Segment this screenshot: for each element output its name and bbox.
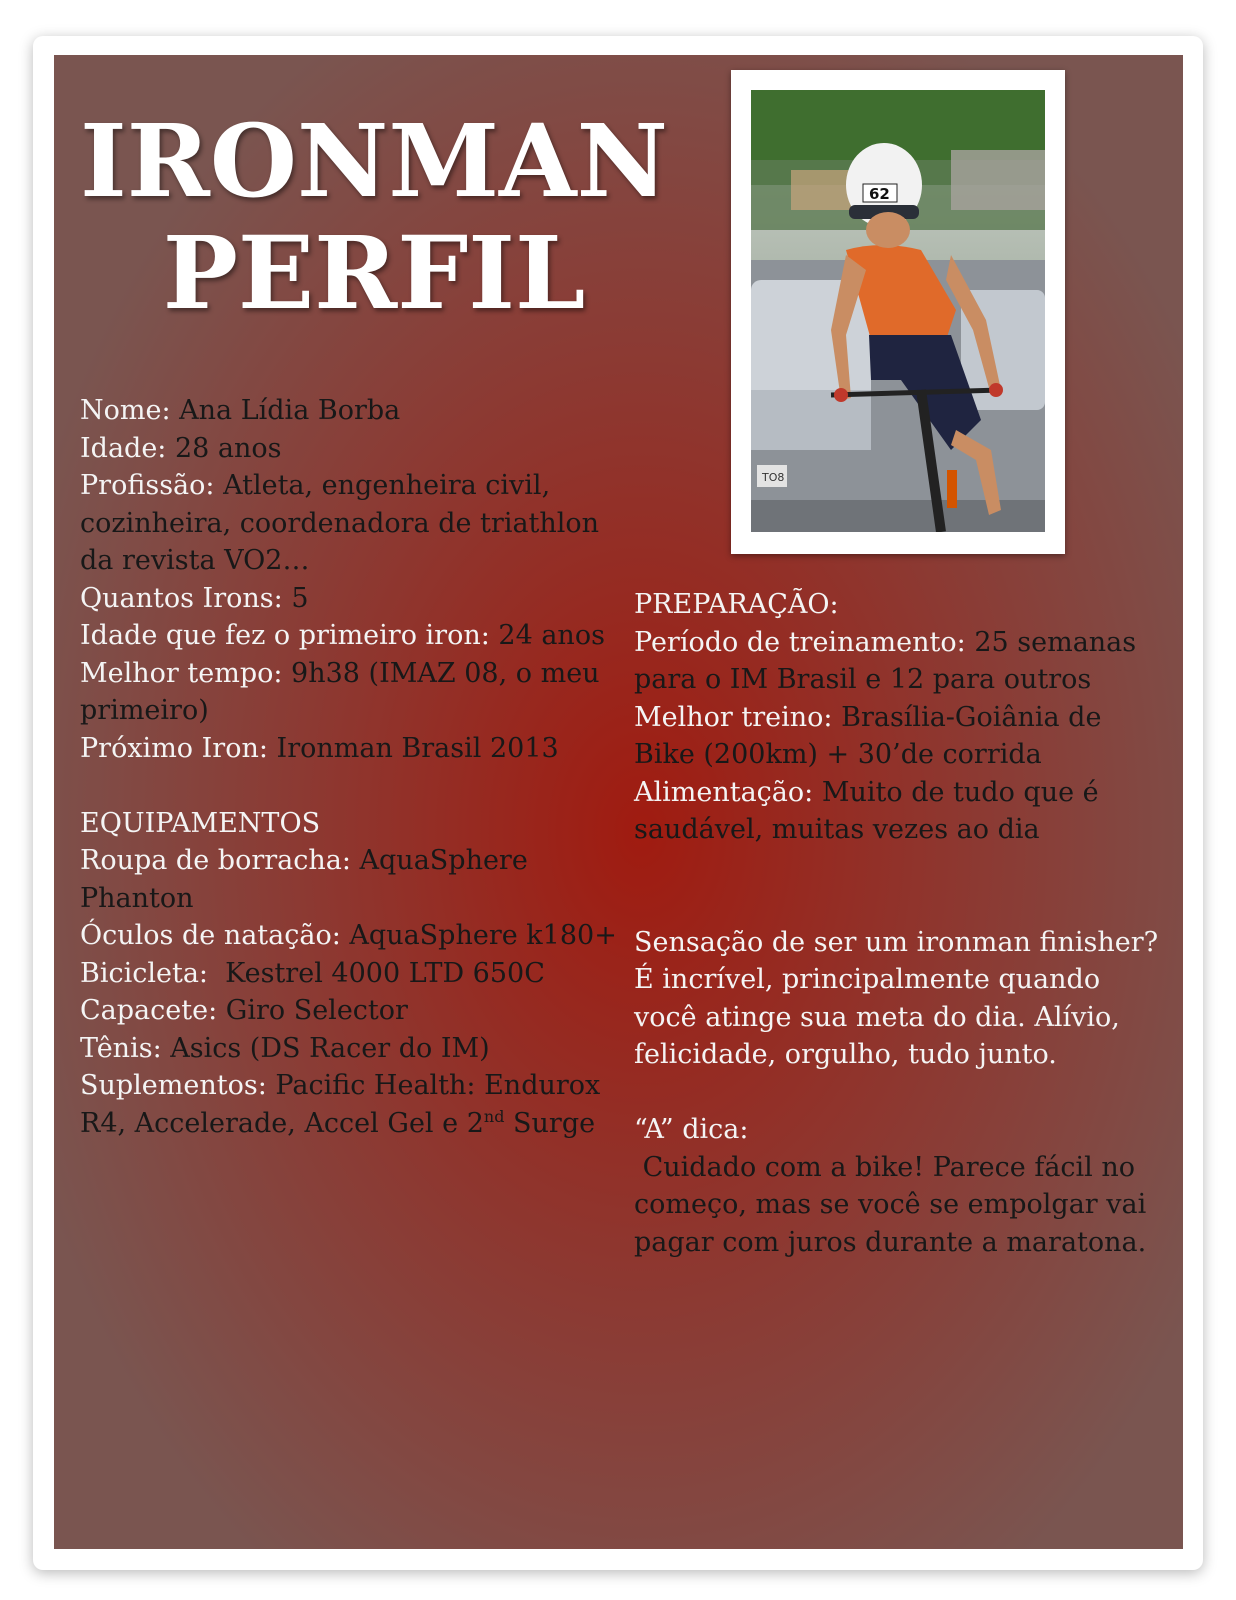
- profile-first-iron-age: Idade que fez o primeiro iron: 24 anos: [80, 620, 605, 651]
- equipment-wetsuit: Roupa de borracha: AquaSphere Phanton: [80, 845, 528, 914]
- preparation-column: [634, 586, 1164, 1261]
- profile-age: Idade: 28 anos: [80, 432, 282, 464]
- tip-text: Cuidado com a bike! Parece fácil no começo, mas se você se empolgar vai pagar com juros durante a maratona.: [634, 1151, 1155, 1258]
- profile-next-iron: Próximo Iron: Ironman Brasil 2013: [80, 732, 559, 764]
- athlete-photo-frame: [731, 70, 1065, 554]
- ordinal-suffix: nd: [483, 1106, 505, 1126]
- equipment-helmet: Capacete: Giro Selector: [80, 995, 408, 1026]
- tip-heading: “A” dica:: [634, 1114, 749, 1145]
- page-title: [54, 102, 694, 332]
- equipment-shoes: Tênis: Asics (DS Racer do IM): [80, 1032, 490, 1064]
- equipment-supplements: Suplementos: Pacific Health: Endurox R4, Accelerade, Accel Gel e 2nd Surge: [80, 1070, 601, 1139]
- equipment-heading: EQUIPAMENTOS: [80, 807, 321, 839]
- spacer: [634, 886, 1164, 924]
- preparation-heading: PREPARAÇÃO:: [634, 589, 839, 620]
- preparation-training-period: Período de treinamento: 25 semanas para o IM Brasil e 12 para outros: [634, 626, 1137, 695]
- equipment-bike: Bicicleta: Kestrel 4000 LTD 650C: [80, 957, 545, 989]
- preparation-nutrition: Alimentação: Muito de tudo que é saudável, muitas vezes ao dia: [634, 776, 1099, 845]
- profile-profession: Profissão: Atleta, engenheira civil, cozinheira, coordenadora de triathlon da revista VO2…: [80, 470, 600, 576]
- title-line-2: PERFIL: [162, 214, 586, 332]
- car-plate-text: TO8: [762, 471, 785, 484]
- athlete-photo: [751, 90, 1045, 532]
- preparation-best-workout: Melhor treino: Brasília-Goiânia de Bike (200km) + 30’de corrida: [634, 701, 1102, 770]
- title-line-1: IRONMAN: [79, 102, 669, 220]
- profile-best-time: Melhor tempo: 9h38 (IMAZ 08, o meu primeiro): [80, 657, 600, 726]
- finisher-answer: É incrível, principalmente quando você atinge sua meta do dia. Alívio, felicidade, orgulho, tudo junto.: [634, 964, 1120, 1070]
- profile-panel: [54, 55, 1183, 1549]
- equipment-goggles: Óculos de natação: AquaSphere k180+: [80, 920, 617, 951]
- profile-name: Nome: Ana Lídia Borba: [80, 395, 401, 426]
- spacer: [80, 767, 620, 805]
- profile-iron-count: Quantos Irons: 5: [80, 582, 309, 614]
- finisher-question: Sensação de ser um ironman finisher?: [634, 926, 1159, 958]
- spacer: [634, 1074, 1164, 1112]
- bib-number: 62: [869, 185, 890, 203]
- spacer: [634, 849, 1164, 887]
- profile-column: [80, 392, 620, 1142]
